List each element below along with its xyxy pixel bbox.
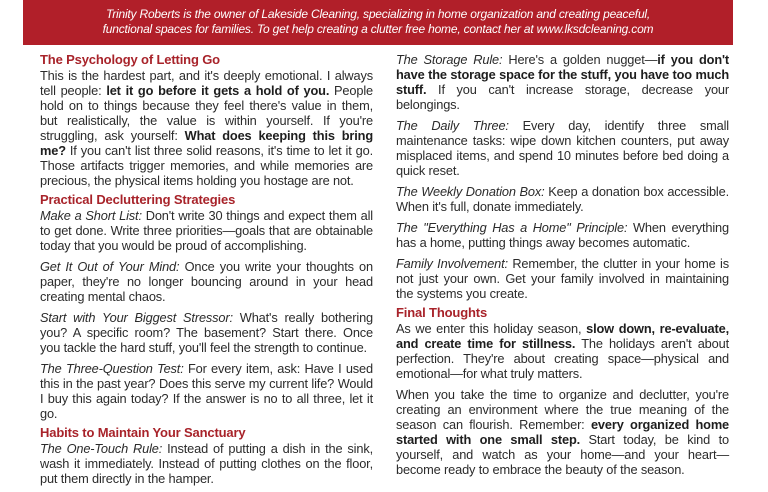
emphasis-text: let it go before it gets a hold of you.: [106, 83, 330, 98]
emphasis-text: if you don't have the storage space for the stuff, you have too much stuff.: [396, 52, 730, 97]
body-text: If you can't increase storage, decrease your belongings.: [396, 82, 729, 112]
body-text: Every day, identify three small maintenance tasks: wipe down kitchen counters, put away misplaced items, and spend 10 minutes before bed doing a quick reset.: [396, 118, 729, 178]
body-text: Remember, the clutter in your home is not just your own. Get your family involved in maintaining the systems you create.: [396, 256, 729, 301]
body-text: Don't write 30 things and expect them all to get done. Write three priorities—goals that are obtainable today that you would be proud of accomplishing.: [40, 208, 373, 253]
section-heading: Habits to Maintain Your Sanctuary: [40, 425, 246, 440]
body-text: If you can't list three solid reasons, it's time to let it go. Those artifacts trigger memories, and while memories are precious, the physical items holding you hostage are not.: [40, 143, 373, 188]
body-text: Once you write your thoughts on paper, they're no longer bouncing around in your head creating mental chaos.: [40, 259, 373, 304]
tip-label: The "Everything Has a Home" Principle:: [396, 220, 628, 235]
paragraph: [396, 220, 729, 250]
paragraph: [396, 118, 729, 178]
tip-label: The Daily Three:: [396, 118, 509, 133]
body-text: When you take the time to organize and declutter, you're creating an environment where the true meaning of the season can flourish. Remember:: [396, 387, 729, 432]
section-heading: Final Thoughts: [396, 305, 488, 320]
banner-line-1: Trinity Roberts is the owner of Lakeside Cleaning, specializing in home organization and creating peaceful,: [105, 7, 651, 21]
body-text: When everything has a home, putting things away becomes automatic.: [396, 220, 729, 250]
paragraph: [40, 361, 373, 421]
right-column: [396, 52, 729, 483]
body-text: Start today, be kind to yourself, and watch as your home—and your heart—become ready to embrace the beauty of the season.: [396, 432, 729, 477]
tip-label: The Weekly Donation Box:: [396, 184, 545, 199]
author-banner: [23, 0, 733, 45]
body-text: As we enter this holiday season,: [396, 321, 587, 336]
paragraph: [396, 52, 729, 112]
paragraph: [396, 321, 729, 381]
tip-label: Start with Your Biggest Stressor:: [40, 310, 233, 325]
paragraph: [396, 387, 729, 477]
paragraph: [40, 310, 373, 355]
tip-label: The Three-Question Test:: [40, 361, 184, 376]
tip-label: The One-Touch Rule:: [40, 441, 163, 456]
emphasis-text: What does keeping this bring me?: [40, 128, 373, 158]
body-text: Keep a donation box accessible. When it's full, donate immediately.: [396, 184, 729, 214]
section-heading: The Psychology of Letting Go: [40, 52, 220, 67]
section-heading: Practical Decluttering Strategies: [40, 192, 236, 207]
emphasis-text: every organized home started with one small step.: [396, 417, 730, 447]
paragraph: [40, 68, 373, 188]
emphasis-text: slow down, re-evaluate, and create time for stillness.: [396, 321, 729, 351]
tip-label: Family Involvement:: [396, 256, 508, 271]
paragraph: [40, 441, 373, 486]
left-column: [40, 52, 373, 492]
paragraph: [40, 208, 373, 253]
body-text: The holidays aren't about perfection. They're about creating space—physical and emotional—for what truly matters.: [396, 336, 729, 381]
paragraph: [396, 256, 729, 301]
body-text: People hold on to things because they feel there's value in them, but realistically, the value is within yourself. If you're struggling, ask yourself:: [40, 83, 373, 143]
paragraph: [40, 259, 373, 304]
tip-label: The Storage Rule:: [396, 52, 503, 67]
body-text: For every item, ask: Have I used this in the past year? Does this serve my current life? Would I buy this again today? If the answer is no to all three, let it go.: [40, 361, 373, 421]
body-text: This is the hardest part, and it's deeply emotional. I always tell people:: [40, 68, 373, 98]
body-text: Instead of putting a dish in the sink, wash it immediately. Instead of putting clothes on the floor, put them directly in the hamper.: [40, 441, 373, 486]
paragraph: [396, 184, 729, 214]
body-text: Here's a golden nugget—: [502, 52, 658, 67]
tip-label: Get It Out of Your Mind:: [40, 259, 180, 274]
tip-label: Make a Short List:: [40, 208, 142, 223]
body-text: What's really bothering you? A specific room? The basement? Start there. Once you tackle the hard stuff, you'll feel the strength to continue.: [40, 310, 374, 355]
banner-line-2: functional spaces for families. To get help creating a clutter free home, contact her at www.lksdcleaning.com: [102, 22, 654, 36]
